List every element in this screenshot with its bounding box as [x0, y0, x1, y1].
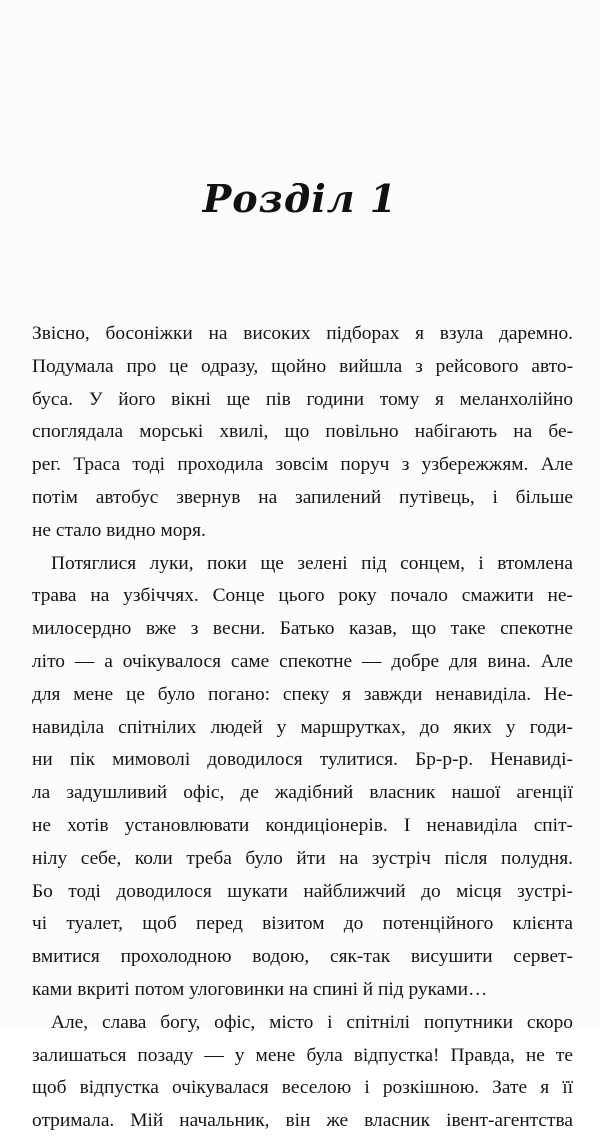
text-line: милосердно вже з весни. Батько казав, що таке спекотне [32, 618, 573, 640]
text-line: трава на узбіччях. Сонце цього року почало смажити не- [32, 585, 573, 607]
paragraph-1 [32, 318, 573, 548]
text-line: для мене це було погано: спеку я завжди ненавиділа. Не- [32, 683, 573, 705]
text-line: ла задушливий офіс, де жадібний власник нашої агенції [32, 782, 573, 804]
text-line: буса. У його вікні ще пів години тому я меланхолійно [32, 388, 574, 410]
text-line: ками вкриті потом улоговинки на спині й під руками… [32, 978, 488, 1000]
chapter-body [32, 318, 573, 1138]
paragraph-2 [32, 548, 573, 1007]
text-line: споглядала морські хвилі, що повільно набігають на бе- [32, 421, 574, 443]
text-line: щоб відпустка очікувалася веселою і розкішною. Зате я її [32, 1077, 574, 1099]
text-line: Звісно, босоніжки на високих підборах я взула даремно. [32, 323, 573, 344]
text-line: навиділа спітнілих людей у маршрутках, до яких у годи- [32, 716, 573, 738]
text-line: вмитися прохолодною водою, сяк-так висушити сервет- [32, 946, 574, 968]
text-line: літо — а очікувалося саме спекотне — добре для вина. Але [32, 650, 573, 672]
text-line: не стало видно моря. [32, 519, 206, 541]
text-line: Але, слава богу, офіс, місто і спітнілі попутники скоро [51, 1011, 573, 1033]
text-line: ни пік мимоволі доводилося тулитися. Бр-р-р. Ненавиді- [32, 749, 573, 771]
text-line: чі туалет, щоб перед візитом до потенційного клієнта [32, 913, 574, 935]
text-line: не хотів установлювати кондиціонерів. І ненавиділа спіт- [32, 814, 573, 836]
text-line: Подумала про це одразу, щойно вийшла з рейсового авто- [32, 355, 574, 377]
text-line: рег. Траса тоді проходила зовсім поруч з узбережжям. Але [32, 454, 573, 476]
text-line: Бо тоді доводилося шукати найближчий до місця зустрі- [32, 880, 573, 902]
text-line: залишаться позаду — у мене була відпустка! Правда, не те [32, 1044, 574, 1066]
text-line: отримала. Мій начальник, він же власник івент-агентства [32, 1110, 573, 1132]
text-line: Потяглися луки, поки ще зелені під сонцем, і втомлена [51, 552, 573, 574]
chapter-title: Розділ 1 [202, 176, 398, 221]
paragraph-3 [32, 1007, 573, 1138]
text-line: нілу себе, коли треба було йти на зустріч після полудня. [32, 847, 573, 869]
text-line: потім автобус звернув на запилений путівець, і більше [32, 486, 573, 508]
